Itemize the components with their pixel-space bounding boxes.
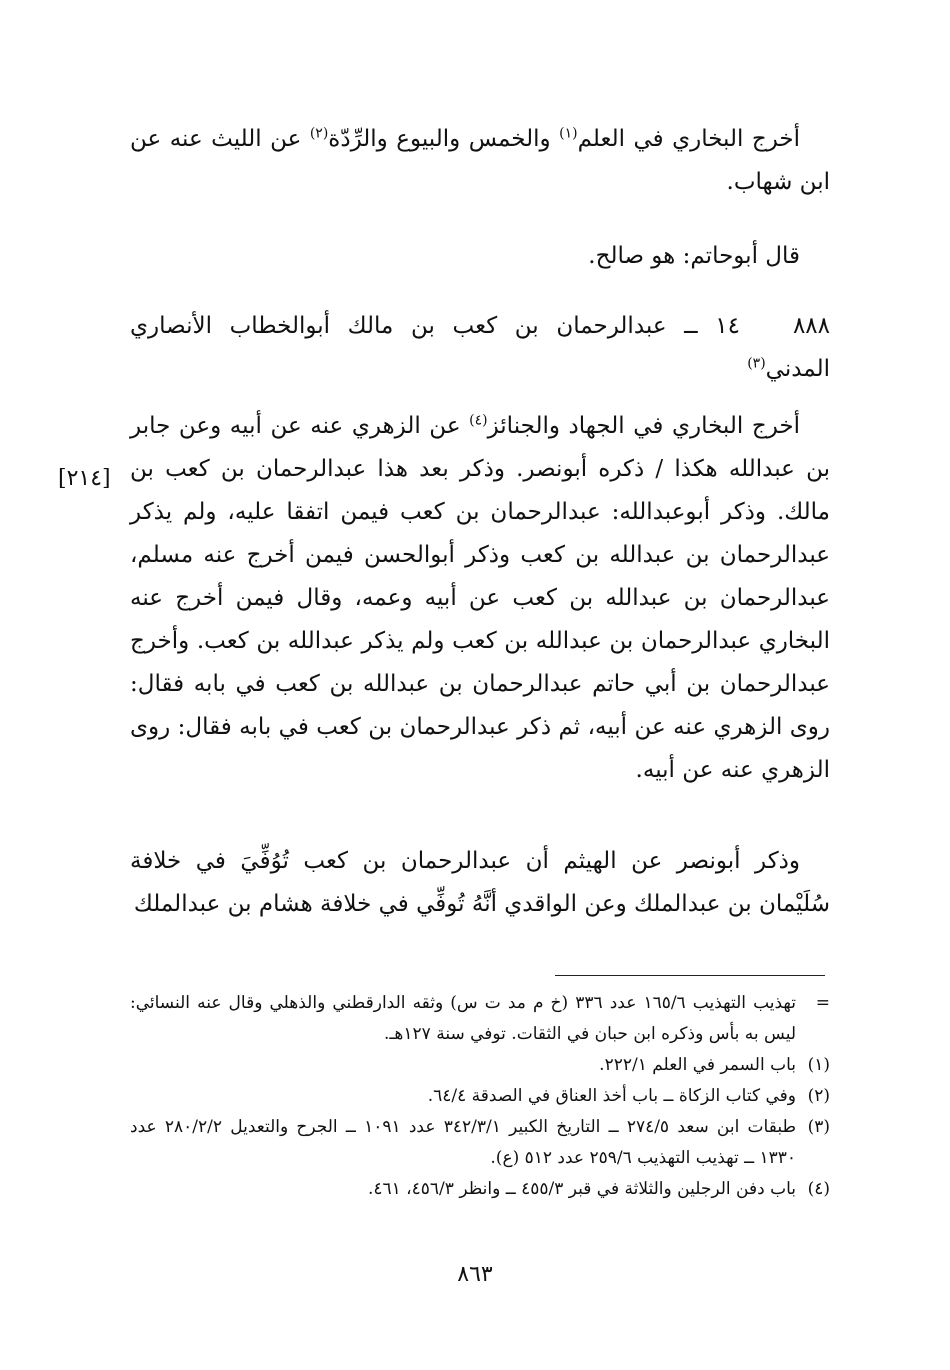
paragraph-4-text: وذكر أبونصر عن الهيثم أن عبدالرحمان بن كعب تُوُفِّيَ في خلافة سُلَيْمان بن عبدالملك وعن الواقدي أنَّهُ تُوفِّي في خلافة هشام بن عبدالملك <box>130 848 830 917</box>
footnote-4 <box>130 1174 830 1205</box>
entry-title: ١٤ ــ عبدالرحمان بن كعب بن مالك أبوالخطاب الأنصاري <box>130 313 740 339</box>
footnote-text: طبقات ابن سعد ٢٧٤/٥ ــ التاريخ الكبير ٣٤٢/٣/١ عدد ١٠٩١ ــ الجرح والتعديل ٢٨٠/٢/٢ عدد ١٣٣٠ ــ تهذيب التهذيب ٢٥٩/٦ عدد ٥١٢ (ع). <box>130 1117 796 1168</box>
footnote-ref-3[interactable]: (٣) <box>747 355 766 372</box>
footnote-1 <box>130 1050 830 1081</box>
paragraph-2-text: قال أبوحاتم: هو صالح. <box>588 243 800 269</box>
footnote-text: تهذيب التهذيب ١٦٥/٦ عدد ٣٣٦ (خ م مد ت س) وثقه الدارقطني والذهلي وقال عنه النسائي: ليس به بأس وذكره ابن حبان في الثقات. توفي سنة ١٢٧هـ. <box>130 993 796 1044</box>
footnote-text: وفي كتاب الزكاة ــ باب أخذ العناق في الصدقة ٦٤/٤. <box>427 1086 796 1106</box>
footnote-ref-1[interactable]: (١) <box>559 125 578 142</box>
footnote-3 <box>130 1112 830 1174</box>
footnote-2 <box>130 1081 830 1112</box>
biography-entry-heading <box>130 305 830 391</box>
paragraph-2 <box>130 235 830 278</box>
footnote-text: باب دفن الرجلين والثلاثة في قبر ٤٥٥/٣ ــ وانظر ٤٥٦/٣، ٤٦١. <box>367 1179 796 1199</box>
paragraph-1 <box>130 118 830 204</box>
footnote-ref-4[interactable]: (٤) <box>469 412 488 429</box>
footnote-ref-2[interactable]: (٢) <box>309 125 329 142</box>
footnote-mark: = <box>815 993 830 1013</box>
footnote-continuation <box>130 988 830 1050</box>
page-number: ٨٦٣ <box>457 1262 493 1287</box>
paragraph-4 <box>130 840 830 926</box>
paragraph-3-text: أخرج البخاري في الجهاد والجنائز$^{(٤)}$ عن الزهري عنه عن أبيه وعن جابر بن عبدالله هكذا / ذكره أبونصر. وذكر بعد هذا عبدالرحمان بن كعب بن مالك. وذكر أبوعبدالله: عبدالرحمان بن كعب فيمن اتفقا عليه، ولم يذكر عبدالرحمان بن عبدالله بن كعب وذكر أبوالحسن فيمن أخرج عنه مسلم، عبدالرحمان بن عبدالله بن كعب عن أبيه وعمه، وقال فيمن أخرج عنه البخاري عبدالرحمان بن عبدالله بن كعب ولم يذكر عبدالله بن كعب. وأخرج عبدالرحمان بن أبي حاتم عبدالرحمان بن عبدالله بن كعب في بابه فقال: روى الزهري عنه عن أبيه، ثم ذكر عبدالرحمان بن كعب في بابه فقال: روى الزهري عنه عن أبيه. <box>130 412 830 783</box>
footnote-text: باب السمر في العلم ٢٢٢/١. <box>599 1055 796 1075</box>
paragraph-3 <box>130 405 830 792</box>
entry-title-continued: المدني$^{(٣)}$ <box>747 355 830 382</box>
entry-line <box>130 305 830 348</box>
paragraph-1-text: أخرج البخاري في العلم$^{(١)}$ والخمس والبيوع والرِّدّة$^{(٢)}$ عن الليث عنه عن ابن شهاب. <box>130 125 830 195</box>
manuscript-folio-marker: [٢١٤] <box>58 466 111 491</box>
footnote-mark: (٣) <box>807 1117 830 1137</box>
footnote-mark: (٤) <box>807 1179 830 1199</box>
footnotes-section <box>130 988 830 1205</box>
footnote-divider <box>555 975 825 976</box>
entry-number: ٨٨٨ <box>792 313 830 339</box>
footnote-mark: (١) <box>807 1055 830 1075</box>
footnote-mark: (٢) <box>807 1086 830 1106</box>
